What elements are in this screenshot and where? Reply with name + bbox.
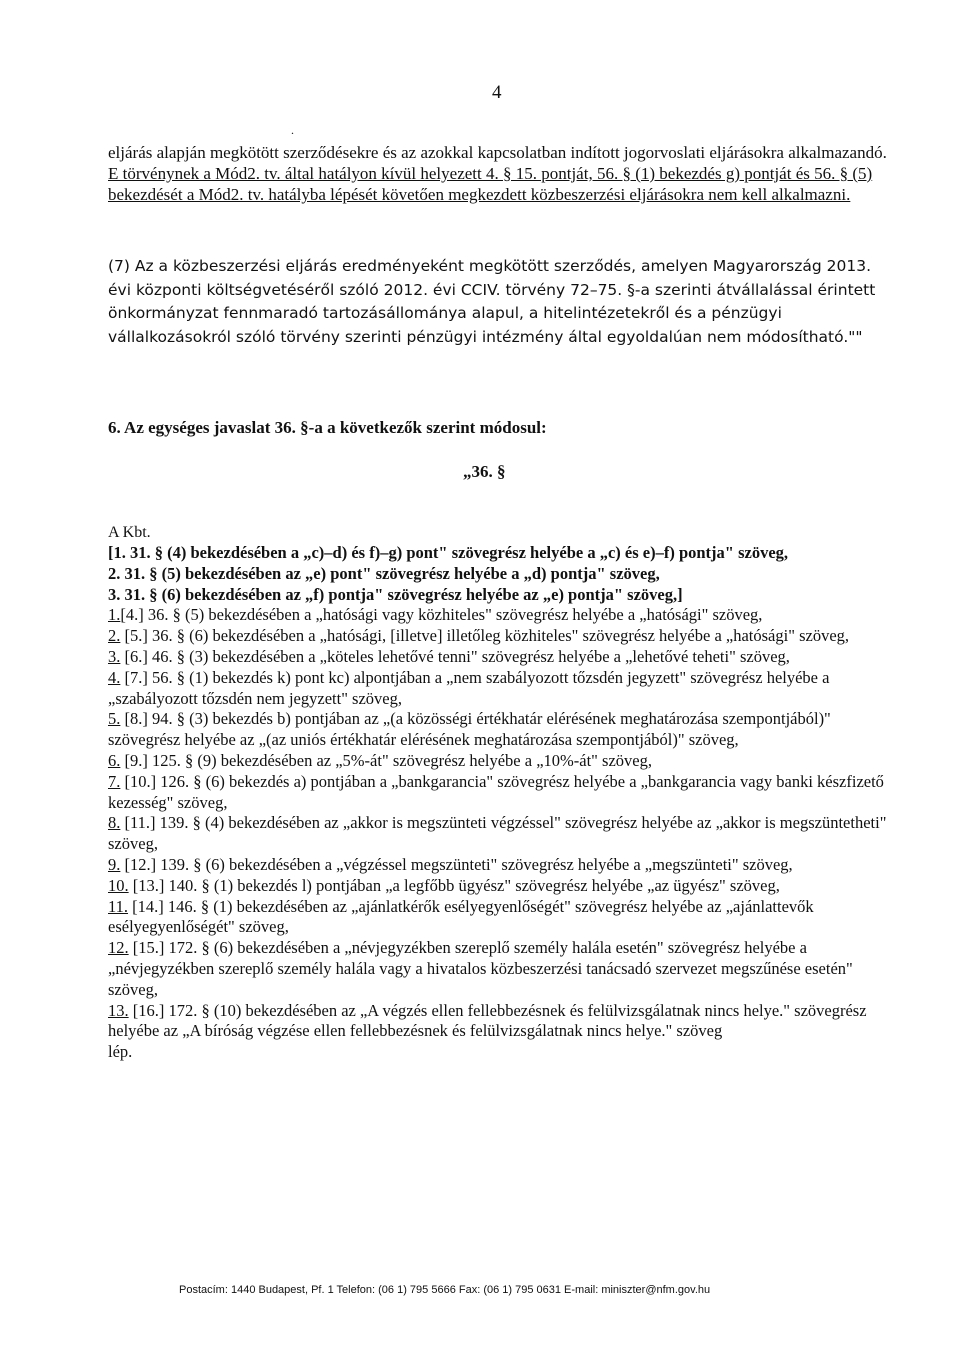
item-number: 7. [108,771,121,791]
item-number: 4. [108,667,121,687]
item-number: 11. [108,896,129,916]
list-item [108,709,898,751]
item-text: [4.] 36. § (5) bekezdésében a „hatósági vagy közhiteles" szövegrész helyébe a „hatósági" szöveg, [120,605,763,625]
paragraph-7: (7) Az a közbeszerzési eljárás eredményeként megkötött szerződés, amelyen Magyarország 2013. évi központi költségvetéséről szóló 2012. évi CCIV. törvény 72–75. §-a szerinti átvállalással érintett önkormányzat fennmaradó tartozásállománya alapul, a hitelintézetekről és a pénzügyi vállalkozásokról szóló törvény szerinti pénzügyi intézmény által egyoldalúan nem módosítható."" [108,257,876,346]
item-text: § (4) bekezdésében a „c)–d) és f)–g) pont" szövegrész helyébe a „c) és e)–f) pontja" szöveg, [150,543,789,562]
item-number: 9. [108,854,121,874]
item-text: [15.] 172. § (6) bekezdésében a „névjegyzékben szereplő személy halála esetén" szövegrész helyébe a „névjegyzékben szereplő személy halála vagy a hivatalos közbeszerzési tanácsadó szervezet megszűnése esetén" szöveg, [108,938,853,999]
intro-text: eljárás alapján megkötött szerződésekre és az azokkal kapcsolatban indított jogorvoslati eljárásokra alkalmazandó. [108,143,887,162]
item-text: [8.] 94. § (3) bekezdés b) pontjában az „(a közösségi értékhatár elérésének meghatározása szempontjából)" szövegrész helyébe az „(az uniós értékhatár elérésének meghatározása szempontjából)" szöveg, [108,709,831,750]
intro-paragraph [108,142,898,205]
page-number: 4 [492,82,502,103]
footer-contact: Postacím: 1440 Budapest, Pf. 1 Telefon: (06 1) 795 5666 Fax: (06 1) 795 0631 E-mail: miniszter@nfm.gov.hu [179,1284,711,1296]
item-number: 6. [108,750,121,770]
item-text: [12.] 139. § (6) bekezdésében a „végzéssel megszünteti" szövegrész helyébe a „megszünteti" szöveg, [120,854,793,874]
list-item [108,647,898,668]
item-text: [11.] 139. § (4) bekezdésében az „akkor is megszünteti végzéssel" szövegrész helyébe az „akkor is megszüntetheti" szöveg, [108,813,887,854]
item-number: 12. [108,938,129,958]
amendment-list [108,543,898,1063]
list-item [108,564,898,585]
item-number: 3. 31. [108,584,146,604]
item-text: § (5) bekezdésében az „e) pont" szövegrész helyébe a „d) pontja" szöveg, [145,563,660,583]
item-text: [16.] 172. § (10) bekezdésében az „A végzés ellen fellebbezésnek és felülvizsgálatnak nincs helye." szövegrész helyébe az „A bíróság végzése ellen fellebbezésnek és felülvizsgálatnak nincs helye." szöveg [108,1000,867,1041]
section-6-rest: §-a a következők szerint módosul: [295,418,547,437]
list-item [108,1001,898,1043]
list-item [108,897,898,939]
item-text: [14.] 146. § (1) bekezdésében az „ajánlatkérők esélyegyenlőségét" szövegrész helyébe az „ajánlattevők esélyegyenlőségét" szöveg, [108,896,814,937]
item-text: [9.] 125. § (9) bekezdésében az „5%-át" szövegrész helyébe a „10%-át" szöveg, [120,750,652,770]
list-item [108,813,898,855]
closing-text: lép. [108,1042,133,1062]
list-item [108,668,898,710]
item-text: § (6) bekezdésében az „f) pontja" szövegrész helyébe az „e) pontja" szöveg,] [145,584,683,604]
list-item [108,855,898,876]
item-text: [13.] 140. § (1) bekezdés l) pontjában „a legfőbb ügyész" szövegrész helyébe „az ügyész" szöveg, [128,875,780,895]
item-number: 2. 31. [108,563,146,583]
list-item [108,585,898,606]
item-text: [10.] 126. § (6) bekezdés a) pontjában a „bankgarancia" szövegrész helyébe a „bankgarancia vagy banki készfizető kezesség" szöveg, [108,771,884,812]
item-number: 2. [108,626,121,646]
item-text: [7.] 56. § (1) bekezdés k) pont kc) alpontjában a „nem szabályozott tőzsdén jegyzett" szövegrész helyébe a „szabályozott tőzsdén nem jegyzett" szöveg, [108,667,830,708]
section-6-heading [108,418,547,438]
list-item [108,938,898,1000]
list-item [108,626,898,647]
item-number: [1. 31. [108,543,151,562]
section-6-label: 6. Az egységes javaslat 36. [108,418,296,437]
list-item [108,772,898,814]
item-number: 5. [108,709,121,729]
intro-underlined-text: E törvénynek a Mód2. tv. által hatályon kívül helyezett 4. § 15. pontját, 56. § (1) bekezdés g) pontját és 56. § (5) bekezdését a Mód2. tv. hatályba lépését követően megkezdett közbeszerzési eljárásokra nem kell alkalmazni. [108,164,873,204]
section-36-title: „36. § [463,462,506,481]
item-number: 3. [108,646,121,666]
item-number: 13. [108,1000,129,1020]
item-number: 8. [108,813,121,833]
scan-dot: . [291,123,294,137]
list-item [108,876,898,897]
list-item [108,543,898,564]
list-item [108,605,898,626]
item-text: [6.] 46. § (3) bekezdésében a „köteles lehetővé tenni" szövegrész helyébe a „lehetővé teheti" szöveg, [120,646,790,666]
item-number: 1. [108,605,121,625]
list-item [108,751,898,772]
kbt-label: A Kbt. [108,524,151,541]
item-number: 10. [108,875,129,895]
item-text: [5.] 36. § (6) bekezdésében a „hatósági, [illetve] illetőleg közhiteles" szövegrész helyébe a „hatósági" szöveg, [120,626,850,646]
